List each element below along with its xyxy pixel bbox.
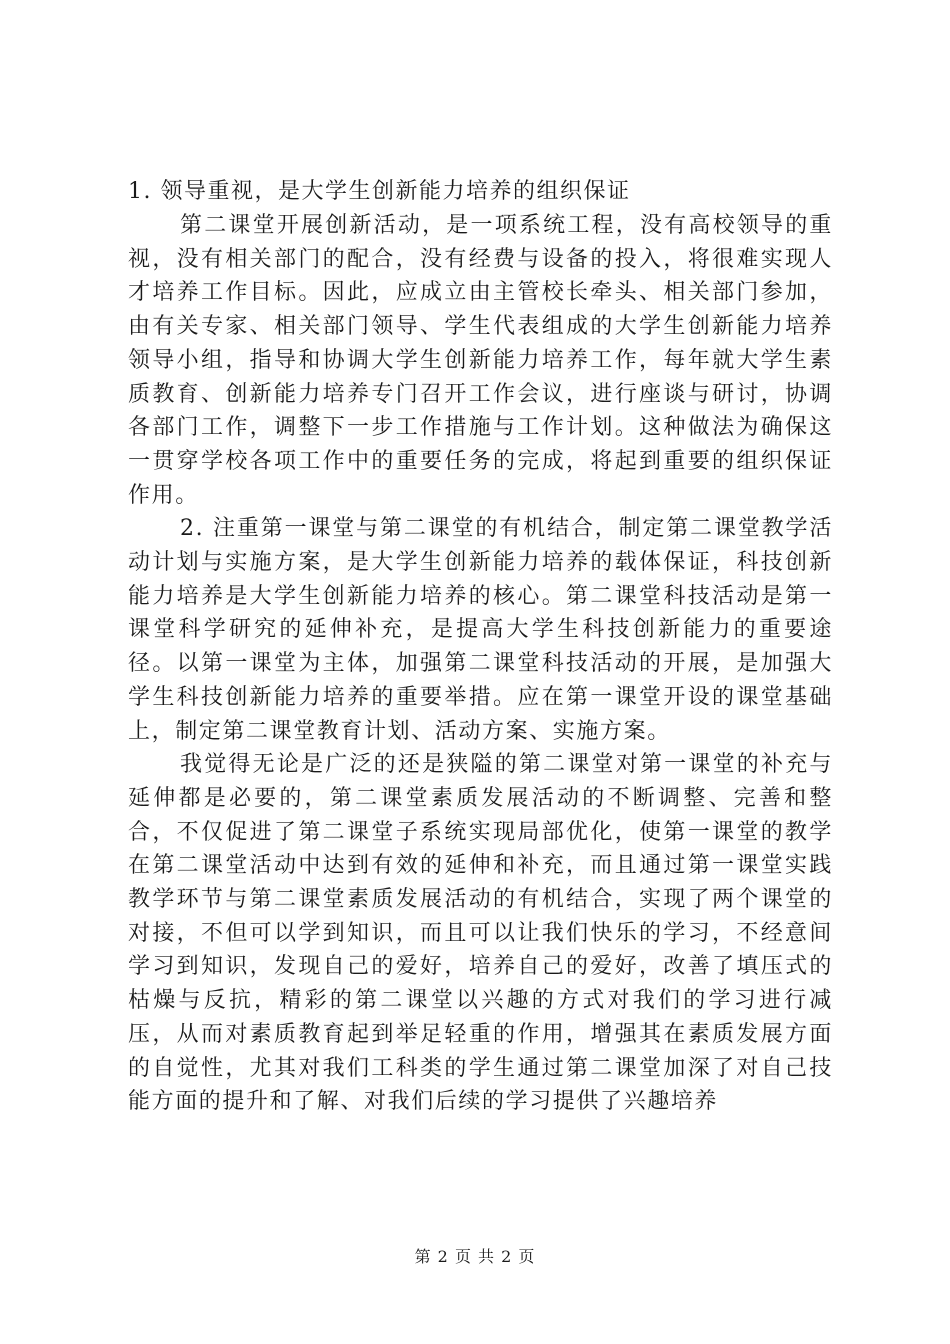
section-heading: 1. 领导重视，是大学生创新能力培养的组织保证 — [128, 179, 631, 204]
paragraph-3: 我觉得无论是广泛的还是狭隘的第二课堂对第一课堂的补充与延伸都是必要的，第二课堂素质发展活动的不断调整、完善和整合，不仅促进了第二课堂子系统实现局部优化，使第一课堂的教学在第二课堂活动中达到有效的延伸和补充，而且通过第一课堂实践教学环节与第二课堂素质发展活动的有机结合，实现了两个课堂的对接，不但可以学到知识，而且可以让我们快乐的学习，不经意间学习到知识，发现自己的爱好，培养自己的爱好，改善了填压式的枯燥与反抗，精彩的第二课堂以兴趣的方式对我们的学习进行减压，从而对素质教育起到举足轻重的作用，增强其在素质发展方面的自觉性，尤其对我们工科类的学生通过第二课堂加深了对自己技能方面的提升和了解、对我们后续的学习提供了兴趣培养 — [128, 752, 833, 1115]
document-body — [128, 175, 833, 1119]
paragraph-1: 第二课堂开展创新活动，是一项系统工程，没有高校领导的重视，没有相关部门的配合，没有经费与设备的投入，将很难实现人才培养工作目标。因此，应成立由主管校长牵头、相关部门参加，由有关专家、相关部门领导、学生代表组成的大学生创新能力培养领导小组，指导和协调大学生创新能力培养工作，每年就大学生素质教育、创新能力培养专门召开工作会议，进行座谈与研讨，协调各部门工作，调整下一步工作措施与工作计划。这种做法为确保这一贯穿学校各项工作中的重要任务的完成，将起到重要的组织保证作用。 — [128, 213, 833, 508]
paragraph-2: 2. 注重第一课堂与第二课堂的有机结合，制定第二课堂教学活动计划与实施方案，是大学生创新能力培养的载体保证，科技创新能力培养是大学生创新能力培养的核心。第二课堂科技活动是第一课堂科学研究的延伸补充，是提高大学生科技创新能力的重要途径。以第一课堂为主体，加强第二课堂科技活动的开展，是加强大学生科技创新能力培养的重要举措。应在第一课堂开设的课堂基础上，制定第二课堂教育计划、活动方案、实施方案。 — [128, 516, 833, 744]
page-number-footer: 第 2 页 共 2 页 — [414, 1247, 536, 1266]
